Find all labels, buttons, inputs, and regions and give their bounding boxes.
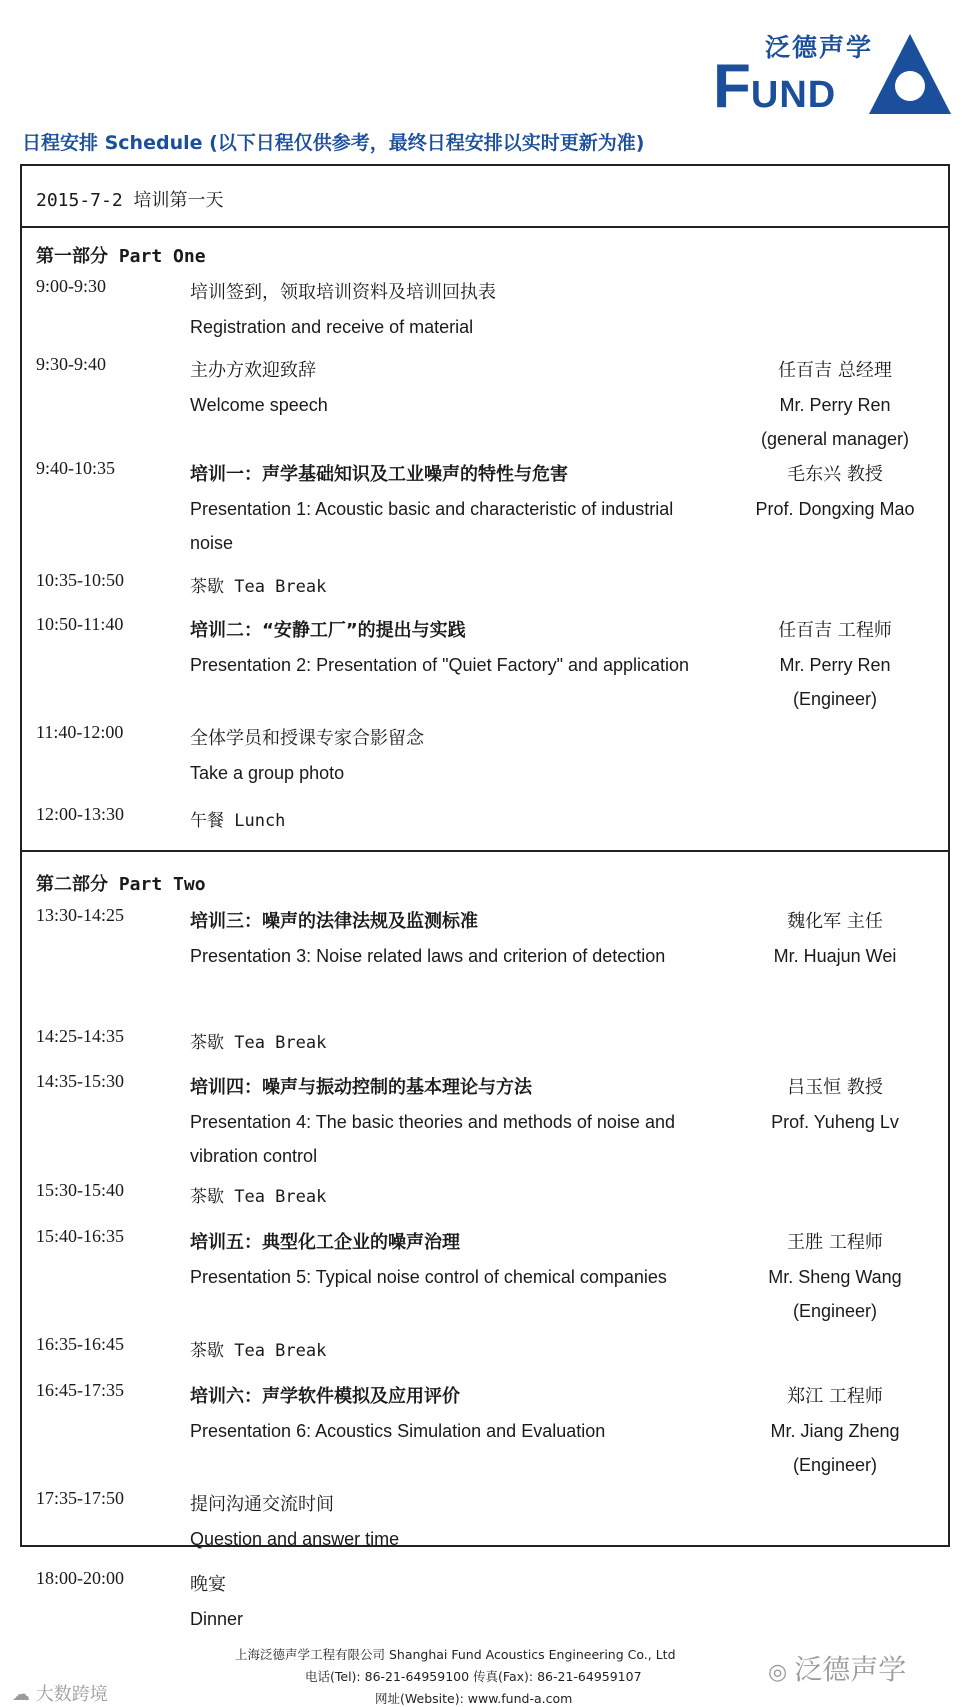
- session-title-cn: 培训四：噪声与振动控制的基本理论与方法: [190, 1077, 532, 1098]
- session-title-en: Presentation 6: Acoustics Simulation and Evaluation: [190, 1421, 606, 1441]
- session-content: [190, 458, 710, 560]
- speaker-line: Mr. Sheng Wang: [768, 1267, 902, 1287]
- session-title-cn: 提问沟通交流时间: [190, 1494, 334, 1515]
- session-title-cn: 培训一：声学基础知识及工业噪声的特性与危害: [190, 464, 568, 485]
- session-title-en: Presentation 3: Noise related laws and criterion of detection: [190, 946, 666, 966]
- session-content: [190, 276, 710, 344]
- break-label: 茶歇 Tea Break: [190, 1341, 327, 1361]
- session-title-en: Presentation 1: Acoustic basic and characteristic of industrial noise: [190, 499, 674, 553]
- time-slot: 14:35-15:30: [36, 1071, 124, 1091]
- session-title-en: Presentation 5: Typical noise control of chemical companies: [190, 1267, 667, 1287]
- time-slot: 16:45-17:35: [36, 1380, 124, 1400]
- session-content: [190, 1334, 710, 1368]
- logo-triangle-icon: [867, 30, 953, 118]
- speaker: [730, 1071, 940, 1139]
- session-title-cn: 主办方欢迎致辞: [190, 360, 316, 381]
- session-title-cn: 培训三：噪声的法律法规及监测标准: [190, 911, 478, 932]
- session-title-cn: 全体学员和授课专家合影留念: [190, 728, 424, 749]
- time-slot: 9:00-9:30: [36, 276, 106, 296]
- speaker-line: Mr. Jiang Zheng: [770, 1421, 900, 1441]
- session-content: [190, 570, 710, 604]
- session-content: [190, 1180, 710, 1214]
- time-slot: 9:30-9:40: [36, 354, 106, 374]
- footer-company: 上海泛德声学工程有限公司 Shanghai Fund Acoustics Engineering Co., Ltd: [235, 1647, 676, 1662]
- session-content: [190, 1380, 710, 1448]
- session-title-en: Registration and receive of material: [190, 317, 474, 337]
- speaker-line: 任百吉 工程师: [778, 620, 892, 641]
- day-title: 2015-7-2 培训第一天: [36, 190, 224, 211]
- watermark-left: ☁ 大数跨境: [12, 1684, 108, 1705]
- speaker-line: Mr. Perry Ren: [779, 395, 891, 415]
- speaker-line: Mr. Huajun Wei: [773, 946, 897, 966]
- session-title-en: Welcome speech: [190, 395, 328, 415]
- speaker-line: Prof. Dongxing Mao: [755, 499, 915, 519]
- speaker: [730, 1380, 940, 1482]
- part-two-heading: 第二部分 Part Two: [36, 874, 206, 895]
- break-label: 茶歇 Tea Break: [190, 577, 327, 597]
- break-label: 茶歇 Tea Break: [190, 1033, 327, 1053]
- break-label: 茶歇 Tea Break: [190, 1187, 327, 1207]
- session-content: [190, 804, 710, 838]
- wechat-icon: ◎: [768, 1660, 795, 1685]
- speaker-line: (general manager): [760, 429, 910, 449]
- time-slot: 17:35-17:50: [36, 1488, 124, 1508]
- part-divider: [20, 850, 950, 852]
- speaker: [730, 905, 940, 973]
- speaker: [730, 1226, 940, 1328]
- session-content: [190, 722, 710, 790]
- time-slot: 16:35-16:45: [36, 1334, 124, 1354]
- speaker-line: 毛东兴 教授: [787, 464, 883, 485]
- time-slot: 10:50-11:40: [36, 614, 124, 634]
- session-content: [190, 905, 710, 973]
- session-title-cn: 培训签到，领取培训资料及培训回执表: [190, 282, 496, 303]
- speaker: [730, 458, 940, 526]
- session-content: [190, 614, 710, 682]
- speaker-line: (Engineer): [792, 1455, 878, 1475]
- time-slot: 12:00-13:30: [36, 804, 124, 824]
- footer-website: 网址(Website): www.fund-a.com: [375, 1691, 573, 1706]
- speaker-line: 郑江 工程师: [787, 1386, 883, 1407]
- watermark-icon: ☁: [12, 1684, 36, 1705]
- session-content: [190, 1226, 710, 1294]
- speaker: [730, 354, 940, 456]
- part-one-heading: 第一部分 Part One: [36, 246, 206, 267]
- time-slot: 18:00-20:00: [36, 1568, 124, 1588]
- speaker-line: 吕玉恒 教授: [787, 1077, 883, 1098]
- day-header-row: [20, 164, 950, 228]
- session-content: [190, 1488, 710, 1556]
- session-title-cn: 培训二：“安静工厂”的提出与实践: [190, 620, 466, 641]
- session-title-en: Presentation 2: Presentation of "Quiet Factory" and application: [190, 655, 690, 675]
- time-slot: 15:30-15:40: [36, 1180, 124, 1200]
- session-title-en: Question and answer time: [190, 1529, 400, 1549]
- speaker-line: 魏化军 主任: [787, 911, 883, 932]
- time-slot: 10:35-10:50: [36, 570, 124, 590]
- company-logo: [713, 28, 953, 121]
- speaker-line: (Engineer): [792, 689, 878, 709]
- logo-chinese-name: 泛德声学: [765, 33, 874, 62]
- session-content: [190, 1026, 710, 1060]
- time-slot: 14:25-14:35: [36, 1026, 124, 1046]
- speaker-line: (Engineer): [792, 1301, 878, 1321]
- time-slot: 13:30-14:25: [36, 905, 124, 925]
- session-title-en: Take a group photo: [190, 763, 345, 783]
- watermark-right: ◎ 泛德声学: [768, 1653, 907, 1686]
- session-title-cn: 培训六：声学软件模拟及应用评价: [190, 1386, 460, 1407]
- speaker-line: Mr. Perry Ren: [779, 655, 891, 675]
- speaker-line: Prof. Yuheng Lv: [771, 1112, 899, 1132]
- session-content: [190, 1071, 710, 1173]
- page-heading: 日程安排 Schedule (以下日程仅供参考，最终日程安排以实时更新为准): [22, 132, 645, 154]
- session-content: [190, 1568, 710, 1636]
- footer-contact: 电话(Tel): 86-21-64959100 传真(Fax): 86-21-64959107: [305, 1669, 642, 1684]
- logo-wordmark: FUND: [713, 52, 837, 121]
- session-title-en: Dinner: [190, 1609, 244, 1629]
- time-slot: 15:40-16:35: [36, 1226, 124, 1246]
- session-content: [190, 354, 710, 422]
- session-title-cn: 培训五：典型化工企业的噪声治理: [190, 1232, 460, 1253]
- speaker-line: 任百吉 总经理: [778, 360, 892, 381]
- session-title-en: Presentation 4: The basic theories and methods of noise and vibration control: [190, 1112, 675, 1166]
- time-slot: 9:40-10:35: [36, 458, 115, 478]
- time-slot: 11:40-12:00: [36, 722, 124, 742]
- session-title-cn: 晚宴: [190, 1574, 226, 1595]
- speaker: [730, 614, 940, 716]
- speaker-line: 王胜 工程师: [787, 1232, 883, 1253]
- break-label: 午餐 Lunch: [190, 811, 286, 831]
